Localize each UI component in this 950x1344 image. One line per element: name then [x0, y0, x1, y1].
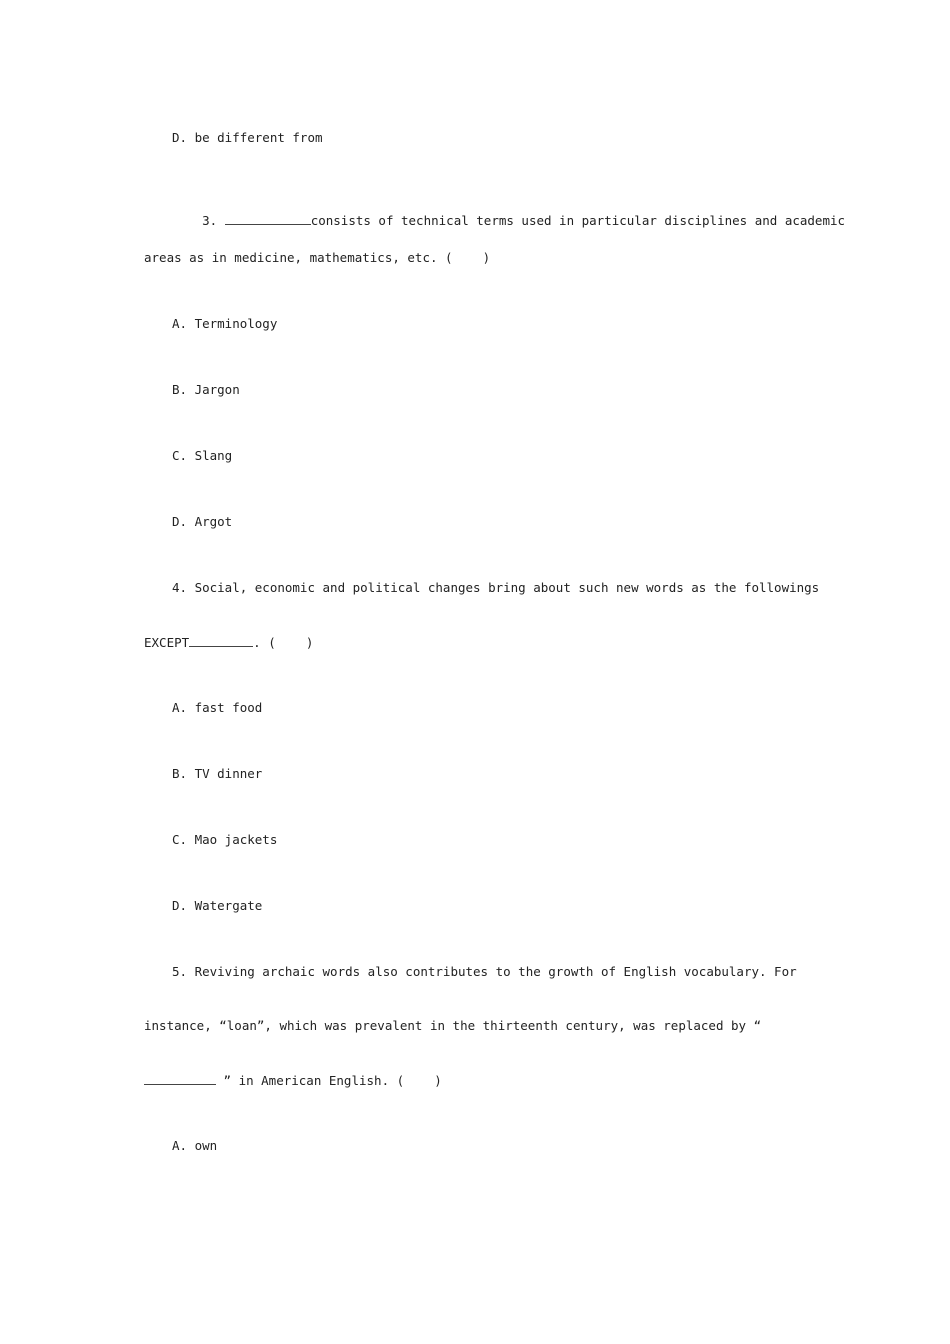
- q5-stem-line-2: instance, “loan”, which was prevalent in the thirteenth century, was replaced by “: [144, 1018, 762, 1033]
- q3-option-c: C. Slang: [172, 448, 233, 463]
- q5-stem-line-3: [144, 1072, 442, 1089]
- answer-blank: [225, 212, 311, 225]
- q4-stem-prefix: EXCEPT: [144, 635, 190, 650]
- q3-stem-line-2: areas as in medicine, mathematics, etc. ( ): [144, 250, 491, 265]
- q5-option-a: A. own: [172, 1138, 218, 1153]
- q3-option-d: D. Argot: [172, 514, 233, 529]
- q3-number: 3.: [202, 213, 218, 228]
- q3-stem-line-1: [172, 196, 845, 245]
- q4-stem-line-1: 4. Social, economic and political changes bring about such new words as the followings: [172, 580, 820, 595]
- q4-option-b: B. TV dinner: [172, 766, 263, 781]
- q3-option-b: B. Jargon: [172, 382, 240, 397]
- answer-blank: [144, 1072, 216, 1085]
- q2-option-d: D. be different from: [172, 130, 323, 145]
- q4-stem-suffix: . ( ): [253, 635, 314, 650]
- q4-option-d: D. Watergate: [172, 898, 263, 913]
- q4-option-c: C. Mao jackets: [172, 832, 278, 847]
- answer-blank: [189, 634, 253, 647]
- q5-stem-suffix: ” in American English. ( ): [216, 1073, 442, 1088]
- q4-stem-line-2: [144, 634, 313, 651]
- q5-stem-line-1: 5. Reviving archaic words also contributes to the growth of English vocabulary. For: [172, 964, 797, 979]
- q3-stem-text-1: consists of technical terms used in particular disciplines and academic: [310, 213, 846, 228]
- q4-option-a: A. fast food: [172, 700, 263, 715]
- q3-option-a: A. Terminology: [172, 316, 278, 331]
